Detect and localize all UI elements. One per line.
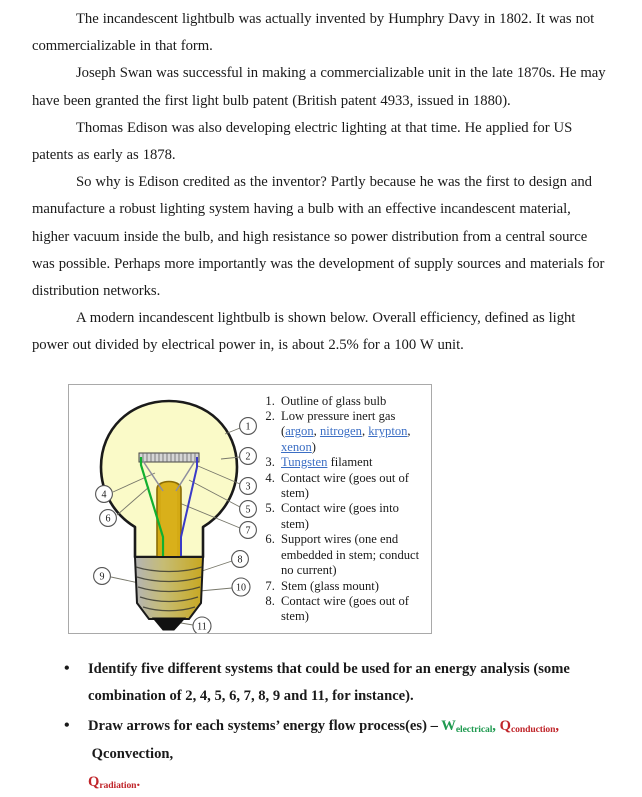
svg-text:4: 4	[101, 489, 107, 501]
svg-text:1: 1	[245, 421, 251, 433]
w-subscript: electrical	[455, 723, 493, 735]
q-conduction-separator: ,	[555, 717, 560, 734]
q-radiation-symbol: Q	[88, 773, 100, 790]
lightbulb-figure	[68, 384, 432, 634]
task-bullet-1-text: Identify five different systems that could be used for an energy analysis (some combination of 2, 4, 5, 6, 7, 8, 9 and 11, for instance).	[88, 660, 570, 705]
legend-text: ,	[313, 424, 320, 439]
q-radiation-subscript: radiation	[99, 779, 137, 791]
legend-item-2	[278, 409, 427, 455]
paragraph-swan: Joseph Swan was successful in making a commercializable unit in the late 1870s. He may have been granted the first light bulb patent (British patent 4933, issued in 1880).	[32, 65, 606, 109]
svg-text:8: 8	[237, 554, 243, 566]
legend-link-krypton[interactable]: krypton	[368, 424, 408, 439]
q-conduction-symbol: Q	[499, 717, 511, 734]
svg-text:10: 10	[236, 582, 246, 594]
lightbulb-illustration	[77, 387, 261, 633]
screw-base	[135, 557, 203, 630]
legend-item-8	[278, 594, 427, 625]
svg-text:5: 5	[245, 504, 251, 516]
legend-item-6	[278, 532, 427, 578]
svg-text:11: 11	[197, 621, 207, 633]
task-bullet-2-lead: Draw arrows for each systems’ energy flow process(es) –	[88, 717, 442, 734]
w-symbol: W	[441, 717, 456, 734]
paragraph-edison-credit: So why is Edison credited as the inventor? Partly because he was the first to design and manufacture a robust lighting system having a bulb with an effective incandescent material, higher vacuum inside the bulb, and high resistance so power distribution from a central source was possible. Perhaps more importantly was the development of supply sources and materials for distribution networks.	[32, 174, 605, 300]
legend-item-3	[278, 455, 427, 470]
paragraph-edison-patents: Thomas Edison was also developing electric lighting at that time. He applied for US patents as early as 1878.	[32, 119, 573, 164]
paragraph-davy: The incandescent lightbulb was actually invented by Humphry Davy in 1802. It was not commercializable in that form.	[32, 11, 595, 55]
q-conduction-subscript: conduction	[510, 723, 556, 735]
legend-text: filament	[327, 455, 373, 470]
base-tip-contact	[153, 618, 185, 630]
figure-legend	[255, 394, 427, 625]
svg-text:9: 9	[99, 571, 105, 583]
task-bullet-list	[32, 656, 610, 797]
w-separator: ,	[492, 717, 500, 734]
legend-link-tungsten[interactable]: Tungsten	[281, 455, 328, 470]
svg-text:2: 2	[245, 451, 251, 463]
svg-text:3: 3	[245, 481, 251, 493]
legend-text: Contact wire (goes out of stem)	[281, 470, 410, 501]
legend-text: Stem (glass mount)	[281, 578, 379, 593]
legend-text: Contact wire (goes into stem)	[281, 501, 399, 531]
legend-link-argon[interactable]: argon	[285, 424, 314, 439]
q-conduction-term	[500, 718, 559, 734]
task-bullet-draw-arrows	[62, 713, 610, 797]
legend-text: Outline of glass bulb	[281, 393, 387, 408]
q-radiation-term	[88, 774, 140, 790]
q-convection-text: Qconvection,	[91, 746, 174, 763]
tungsten-filament	[139, 453, 199, 462]
svg-text:6: 6	[105, 513, 111, 525]
legend-link-xenon[interactable]: xenon	[281, 439, 312, 454]
legend-item-7	[278, 579, 427, 594]
legend-text: ,	[407, 424, 411, 439]
svg-text:7: 7	[245, 525, 251, 537]
task-bullet-identify-systems	[62, 656, 610, 711]
w-electrical-term	[441, 718, 499, 734]
legend-list	[255, 394, 427, 625]
legend-item-4	[278, 471, 427, 502]
legend-text: ,	[361, 424, 369, 439]
q-radiation-period: .	[136, 773, 141, 790]
legend-item-1	[278, 394, 427, 409]
figure-wrapper	[68, 384, 610, 634]
legend-text: Low pressure inert gas (	[281, 409, 396, 439]
legend-text: Support wires (one end embedded in stem; conduct no current)	[281, 532, 420, 578]
legend-link-nitrogen[interactable]: nitrogen	[319, 424, 362, 439]
legend-item-5	[278, 501, 427, 532]
legend-text: Contact wire (goes out of stem)	[281, 593, 410, 624]
legend-text: )	[311, 439, 316, 454]
paragraph-efficiency: A modern incandescent lightbulb is shown below. Overall efficiency, defined as light power out divided by electrical power in, is about 2.5% for a 100 W unit.	[32, 310, 576, 354]
